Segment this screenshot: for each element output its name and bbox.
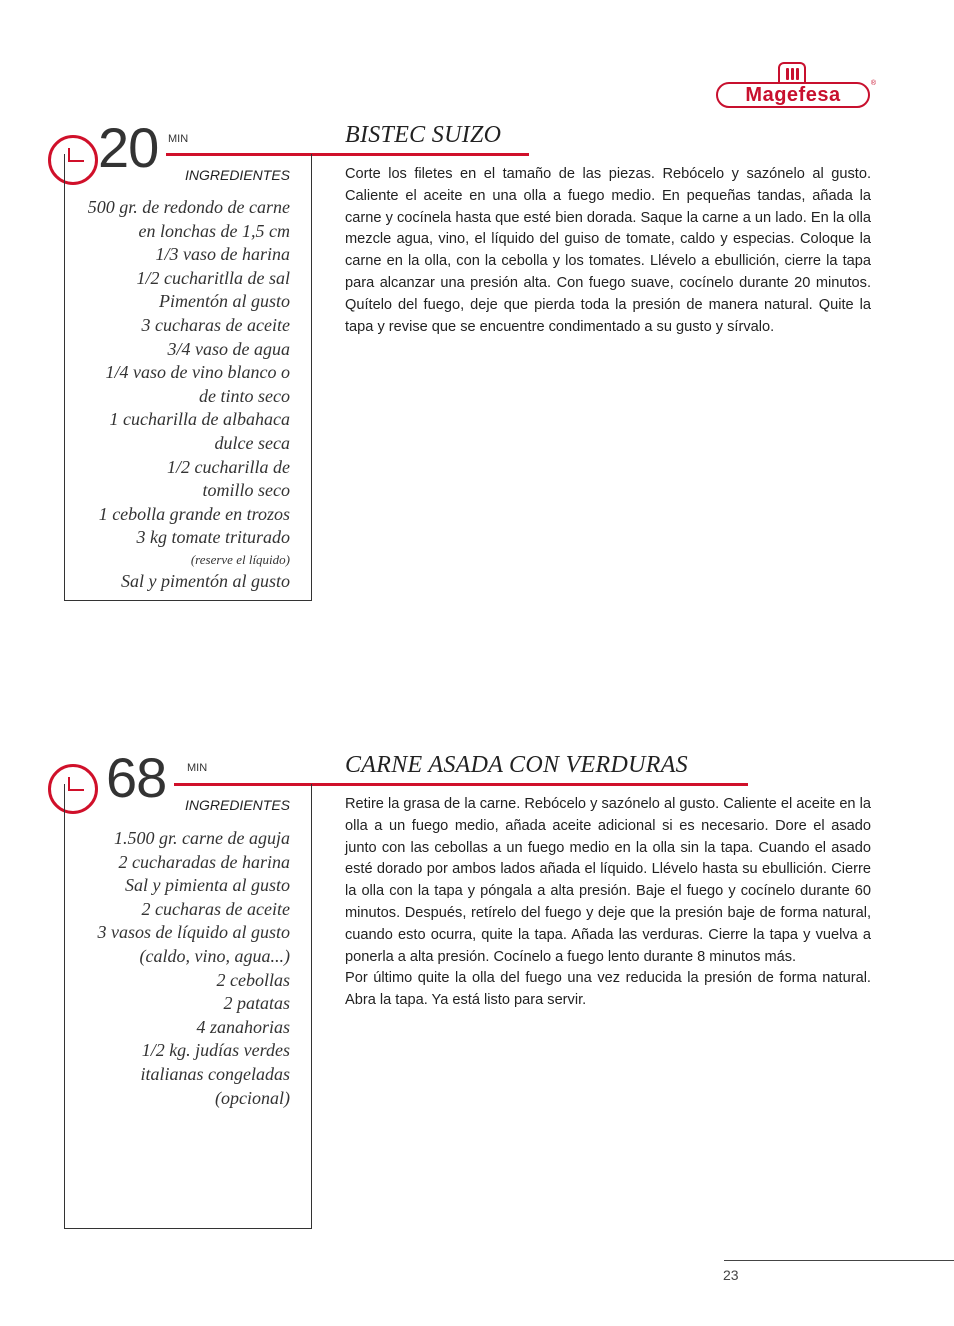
ingredient-item: 2 patatas [223, 993, 290, 1014]
ingredient-item: 1/4 vaso de vino blanco o [105, 362, 290, 383]
instructions-paragraph: Retire la grasa de la carne. Rebócelo y sazónelo al gusto. Caliente el aceite en la olla a un fuego medio, añada aceite adicional si es necesario. Dore el asado junto con las cebollas a un fuego medio en la olla sin la tapa. Cuando el asado esté dorado por ambos lados añada el líquido. Llévelo hasta su ebullición. Cierre la olla con la tapa y póngala a alta presión. Baje el fuego y cocínelo durante 60 minutos. Después, retírelo del fuego y deje que la presión baje de forma natural, cuando esto ocurra, quite la tapa. Añada las verduras. Cierre la tapa y vuelva a ponerla a alta presión. Cocínelo a fuego lento durante 8 minutos más. [345, 796, 871, 965]
footer-divider [724, 1260, 954, 1261]
instructions-paragraph: Por último quite la olla del fuego una vez reducida la presión de forma natural. Abra la tapa. Ya está listo para servir. [345, 970, 871, 1009]
ingredient-item: 2 cucharas de aceite [141, 898, 290, 919]
ingredients-list [64, 196, 290, 594]
ingredient-item: 1/2 kg. judías verdes [141, 1040, 290, 1061]
ingredient-item: 3/4 vaso de agua [167, 338, 290, 359]
ingredient-item: 2 cucharadas de harina [118, 851, 290, 872]
ingredient-item: de tinto seco [199, 385, 290, 406]
ingredient-item: 4 zanahorias [196, 1016, 290, 1037]
ingredient-item: en lonchas de 1,5 cm [138, 220, 290, 241]
recipe-title: CARNE ASADA CON VERDURAS [345, 752, 688, 778]
ingredient-item: 1 cucharilla de albahaca [109, 409, 290, 430]
recipe-title: BISTEC SUIZO [345, 122, 502, 148]
ingredient-item: 1/3 vaso de harina [155, 244, 290, 265]
logo-badge [716, 82, 870, 108]
ingredient-note: (reserve el líquido) [190, 551, 290, 567]
cooking-time: 20 [98, 116, 159, 179]
ingredient-item: 3 kg tomate triturado [136, 527, 290, 548]
logo-registered-mark: ® [870, 80, 876, 87]
recipe-instructions [345, 794, 871, 1012]
ingredient-item: (caldo, vino, agua...) [139, 945, 290, 966]
ingredient-item: 1/2 cucharilla de [167, 456, 290, 477]
ingredient-item: Pimentón al gusto [159, 291, 290, 312]
minutes-unit-label: MIN [187, 762, 208, 774]
ingredient-item: Sal y pimentón al gusto [121, 570, 290, 591]
magefesa-logo [714, 62, 876, 110]
ingredient-item: 2 cebollas [216, 969, 290, 990]
page-number: 23 [723, 1267, 739, 1283]
logo-lid-icon [778, 62, 806, 84]
ingredient-item: (opcional) [215, 1087, 290, 1108]
ingredients-heading: INGREDIENTES [184, 797, 290, 813]
ingredient-item: Sal y pimienta al gusto [125, 875, 290, 896]
ingredient-item: 3 vasos de líquido al gusto [97, 922, 290, 943]
ingredient-item: 3 cucharas de aceite [141, 314, 290, 335]
ingredient-item: 1/2 cucharitlla de sal [136, 267, 290, 288]
ingredient-item: 1 cebolla grande en trozos [98, 503, 290, 524]
logo-text: Magefesa [745, 83, 841, 106]
ingredients-list [64, 827, 290, 1110]
recipe-instructions [345, 164, 871, 338]
cooking-time: 68 [106, 746, 167, 809]
ingredient-item: 1.500 gr. carne de aguja [114, 828, 290, 848]
ingredient-item: 500 gr. de redondo de carne [87, 197, 290, 217]
ingredients-heading: INGREDIENTES [184, 167, 290, 183]
minutes-unit-label: MIN [168, 133, 189, 145]
instructions-paragraph: Corte los filetes en el tamaño de las piezas. Rebócelo y sazónelo al gusto. Caliente el aceite en una olla a fuego medio. En pequeñas tandas, añada la carne y cocínela hasta que esté bien dorada. Saque la carne a un lado. En la olla mezcle agua, vino, el líquido del guiso de tomate, caldo y especias. Coloque la carne en la olla, con la cebolla y los tomates. Llévelo a ebullición, cierre la tapa para alcanzar una presión alta. Con fuego suave, cocínelo durante 20 minutos. Quítelo del fuego, deje que pierda toda la presión de manera natural. Quite la tapa y revise que se encuentre condimentado a su gusto y sírvalo. [345, 166, 871, 335]
ingredient-item: dulce seca [214, 432, 290, 453]
ingredient-item: italianas congeladas [140, 1063, 290, 1084]
ingredient-item: tomillo seco [202, 480, 290, 501]
